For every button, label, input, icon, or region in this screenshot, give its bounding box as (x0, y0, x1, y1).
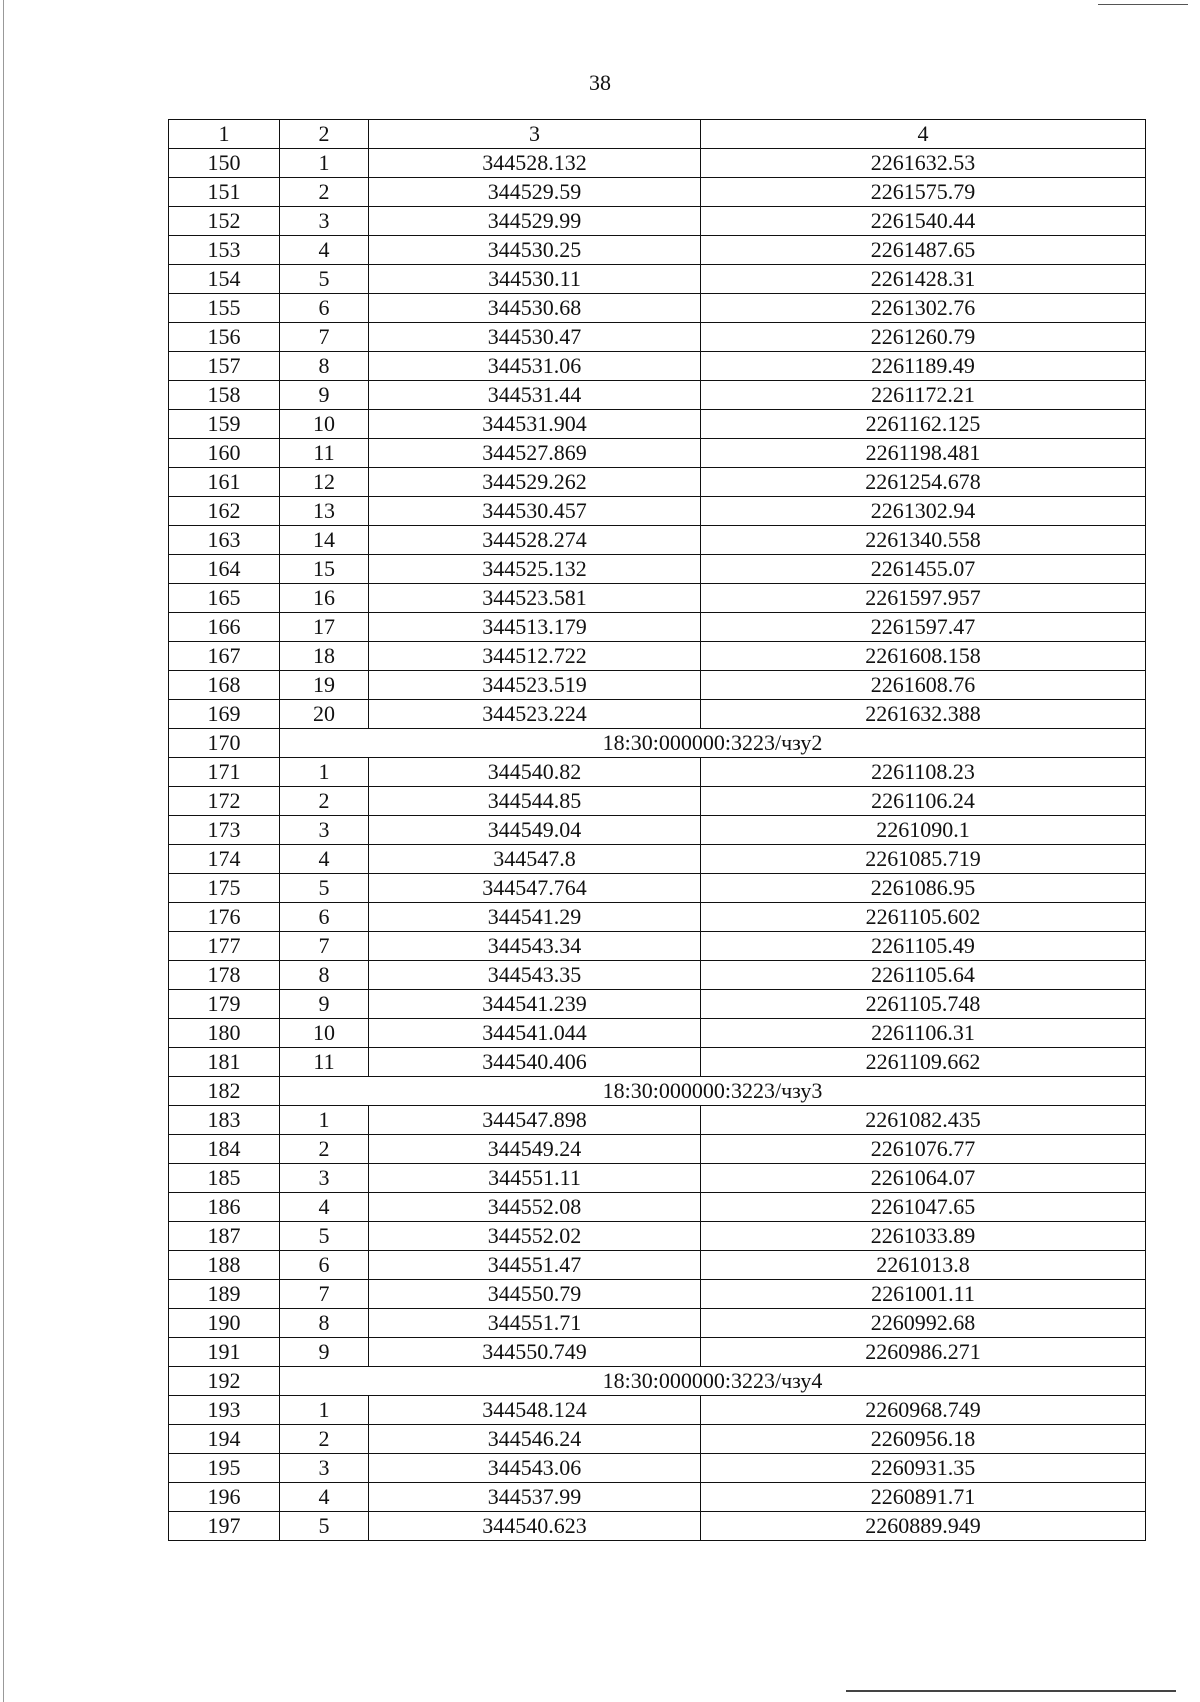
table-row (169, 1396, 1146, 1425)
y-coordinate-cell: 2261597.957 (701, 584, 1146, 613)
x-coordinate-cell: 344552.02 (369, 1222, 701, 1251)
x-coordinate-cell: 344540.82 (369, 758, 701, 787)
y-coordinate-cell: 2261340.558 (701, 526, 1146, 555)
point-number-cell: 2 (280, 787, 369, 816)
row-number-cell: 154 (169, 265, 280, 294)
point-number-cell: 5 (280, 1222, 369, 1251)
row-number-cell: 176 (169, 903, 280, 932)
point-number-cell: 9 (280, 1338, 369, 1367)
scan-mark-bottom (846, 1690, 1176, 1692)
x-coordinate-cell: 344551.47 (369, 1251, 701, 1280)
point-number-cell: 1 (280, 1106, 369, 1135)
table-row (169, 758, 1146, 787)
y-coordinate-cell: 2261105.64 (701, 961, 1146, 990)
y-coordinate-cell: 2260992.68 (701, 1309, 1146, 1338)
row-number-cell: 192 (169, 1367, 280, 1396)
table-row (169, 294, 1146, 323)
y-coordinate-cell: 2261162.125 (701, 410, 1146, 439)
x-coordinate-cell: 344549.24 (369, 1135, 701, 1164)
point-number-cell: 11 (280, 439, 369, 468)
table-row (169, 1251, 1146, 1280)
row-number-cell: 179 (169, 990, 280, 1019)
table-row (169, 1135, 1146, 1164)
row-number-cell: 183 (169, 1106, 280, 1135)
y-coordinate-cell: 2261105.748 (701, 990, 1146, 1019)
header-cell-1: 1 (169, 120, 280, 149)
point-number-cell: 3 (280, 1454, 369, 1483)
x-coordinate-cell: 344530.25 (369, 236, 701, 265)
y-coordinate-cell: 2261013.8 (701, 1251, 1146, 1280)
header-cell-3: 3 (369, 120, 701, 149)
y-coordinate-cell: 2261090.1 (701, 816, 1146, 845)
y-coordinate-cell: 2261105.49 (701, 932, 1146, 961)
table-row (169, 584, 1146, 613)
row-number-cell: 190 (169, 1309, 280, 1338)
point-number-cell: 8 (280, 1309, 369, 1338)
x-coordinate-cell: 344547.8 (369, 845, 701, 874)
x-coordinate-cell: 344547.764 (369, 874, 701, 903)
x-coordinate-cell: 344548.124 (369, 1396, 701, 1425)
table-row (169, 613, 1146, 642)
row-number-cell: 161 (169, 468, 280, 497)
page-number: 38 (589, 70, 611, 95)
table-row (169, 932, 1146, 961)
x-coordinate-cell: 344543.34 (369, 932, 701, 961)
point-number-cell: 8 (280, 352, 369, 381)
table-row (169, 497, 1146, 526)
x-coordinate-cell: 344543.06 (369, 1454, 701, 1483)
point-number-cell: 15 (280, 555, 369, 584)
point-number-cell: 5 (280, 874, 369, 903)
table-row (169, 439, 1146, 468)
table-row (169, 700, 1146, 729)
y-coordinate-cell: 2261575.79 (701, 178, 1146, 207)
point-number-cell: 1 (280, 1396, 369, 1425)
x-coordinate-cell: 344531.44 (369, 381, 701, 410)
y-coordinate-cell: 2260956.18 (701, 1425, 1146, 1454)
row-number-cell: 177 (169, 932, 280, 961)
y-coordinate-cell: 2261076.77 (701, 1135, 1146, 1164)
table-row (169, 816, 1146, 845)
x-coordinate-cell: 344550.79 (369, 1280, 701, 1309)
row-number-cell: 197 (169, 1512, 280, 1541)
point-number-cell: 20 (280, 700, 369, 729)
row-number-cell: 189 (169, 1280, 280, 1309)
point-number-cell: 11 (280, 1048, 369, 1077)
row-number-cell: 153 (169, 236, 280, 265)
point-number-cell: 9 (280, 990, 369, 1019)
row-number-cell: 196 (169, 1483, 280, 1512)
y-coordinate-cell: 2261540.44 (701, 207, 1146, 236)
x-coordinate-cell: 344528.132 (369, 149, 701, 178)
point-number-cell: 5 (280, 1512, 369, 1541)
point-number-cell: 10 (280, 410, 369, 439)
point-number-cell: 6 (280, 294, 369, 323)
row-number-cell: 195 (169, 1454, 280, 1483)
section-row (169, 729, 1146, 758)
x-coordinate-cell: 344546.24 (369, 1425, 701, 1454)
section-title-cell: 18:30:000000:3223/чзу2 (280, 729, 1146, 758)
y-coordinate-cell: 2261105.602 (701, 903, 1146, 932)
point-number-cell: 1 (280, 758, 369, 787)
y-coordinate-cell: 2261172.21 (701, 381, 1146, 410)
table-row (169, 1512, 1146, 1541)
row-number-cell: 156 (169, 323, 280, 352)
y-coordinate-cell: 2261001.11 (701, 1280, 1146, 1309)
row-number-cell: 169 (169, 700, 280, 729)
row-number-cell: 191 (169, 1338, 280, 1367)
row-number-cell: 163 (169, 526, 280, 555)
row-number-cell: 165 (169, 584, 280, 613)
point-number-cell: 4 (280, 1483, 369, 1512)
point-number-cell: 8 (280, 961, 369, 990)
table-row (169, 874, 1146, 903)
point-number-cell: 12 (280, 468, 369, 497)
row-number-cell: 164 (169, 555, 280, 584)
y-coordinate-cell: 2261608.76 (701, 671, 1146, 700)
row-number-cell: 158 (169, 381, 280, 410)
table-row (169, 1106, 1146, 1135)
row-number-cell: 174 (169, 845, 280, 874)
row-number-cell: 182 (169, 1077, 280, 1106)
table-row (169, 1425, 1146, 1454)
y-coordinate-cell: 2261260.79 (701, 323, 1146, 352)
point-number-cell: 16 (280, 584, 369, 613)
x-coordinate-cell: 344528.274 (369, 526, 701, 555)
row-number-cell: 187 (169, 1222, 280, 1251)
x-coordinate-cell: 344551.11 (369, 1164, 701, 1193)
y-coordinate-cell: 2261106.24 (701, 787, 1146, 816)
x-coordinate-cell: 344529.59 (369, 178, 701, 207)
y-coordinate-cell: 2261109.662 (701, 1048, 1146, 1077)
y-coordinate-cell: 2261597.47 (701, 613, 1146, 642)
y-coordinate-cell: 2260986.271 (701, 1338, 1146, 1367)
table-row (169, 671, 1146, 700)
table-row (169, 526, 1146, 555)
table-row (169, 1193, 1146, 1222)
table-row (169, 207, 1146, 236)
row-number-cell: 188 (169, 1251, 280, 1280)
table-row (169, 352, 1146, 381)
y-coordinate-cell: 2261108.23 (701, 758, 1146, 787)
x-coordinate-cell: 344531.904 (369, 410, 701, 439)
x-coordinate-cell: 344543.35 (369, 961, 701, 990)
y-coordinate-cell: 2260968.749 (701, 1396, 1146, 1425)
row-number-cell: 168 (169, 671, 280, 700)
row-number-cell: 162 (169, 497, 280, 526)
x-coordinate-cell: 344531.06 (369, 352, 701, 381)
y-coordinate-cell: 2261632.53 (701, 149, 1146, 178)
row-number-cell: 172 (169, 787, 280, 816)
point-number-cell: 19 (280, 671, 369, 700)
y-coordinate-cell: 2261455.07 (701, 555, 1146, 584)
table-row (169, 1338, 1146, 1367)
table-row (169, 381, 1146, 410)
point-number-cell: 3 (280, 1164, 369, 1193)
row-number-cell: 171 (169, 758, 280, 787)
x-coordinate-cell: 344544.85 (369, 787, 701, 816)
point-number-cell: 7 (280, 1280, 369, 1309)
row-number-cell: 180 (169, 1019, 280, 1048)
table-row (169, 149, 1146, 178)
y-coordinate-cell: 2261085.719 (701, 845, 1146, 874)
row-number-cell: 175 (169, 874, 280, 903)
x-coordinate-cell: 344547.898 (369, 1106, 701, 1135)
y-coordinate-cell: 2261198.481 (701, 439, 1146, 468)
section-title-cell: 18:30:000000:3223/чзу4 (280, 1367, 1146, 1396)
point-number-cell: 5 (280, 265, 369, 294)
point-number-cell: 18 (280, 642, 369, 671)
x-coordinate-cell: 344512.722 (369, 642, 701, 671)
y-coordinate-cell: 2261428.31 (701, 265, 1146, 294)
y-coordinate-cell: 2260891.71 (701, 1483, 1146, 1512)
point-number-cell: 2 (280, 1425, 369, 1454)
table-row (169, 410, 1146, 439)
point-number-cell: 4 (280, 1193, 369, 1222)
table-row (169, 1222, 1146, 1251)
x-coordinate-cell: 344541.044 (369, 1019, 701, 1048)
x-coordinate-cell: 344537.99 (369, 1483, 701, 1512)
x-coordinate-cell: 344552.08 (369, 1193, 701, 1222)
row-number-cell: 181 (169, 1048, 280, 1077)
table-row (169, 1164, 1146, 1193)
row-number-cell: 186 (169, 1193, 280, 1222)
point-number-cell: 3 (280, 207, 369, 236)
point-number-cell: 13 (280, 497, 369, 526)
y-coordinate-cell: 2260889.949 (701, 1512, 1146, 1541)
x-coordinate-cell: 344530.11 (369, 265, 701, 294)
table-row (169, 265, 1146, 294)
x-coordinate-cell: 344530.457 (369, 497, 701, 526)
table-row (169, 903, 1146, 932)
table-header-row (169, 120, 1146, 149)
y-coordinate-cell: 2261487.65 (701, 236, 1146, 265)
row-number-cell: 157 (169, 352, 280, 381)
y-coordinate-cell: 2261302.94 (701, 497, 1146, 526)
point-number-cell: 7 (280, 323, 369, 352)
point-number-cell: 1 (280, 149, 369, 178)
table-row (169, 468, 1146, 497)
table-row (169, 642, 1146, 671)
x-coordinate-cell: 344523.581 (369, 584, 701, 613)
y-coordinate-cell: 2261302.76 (701, 294, 1146, 323)
x-coordinate-cell: 344540.406 (369, 1048, 701, 1077)
point-number-cell: 6 (280, 1251, 369, 1280)
y-coordinate-cell: 2261033.89 (701, 1222, 1146, 1251)
table-row (169, 845, 1146, 874)
row-number-cell: 178 (169, 961, 280, 990)
x-coordinate-cell: 344525.132 (369, 555, 701, 584)
row-number-cell: 193 (169, 1396, 280, 1425)
x-coordinate-cell: 344550.749 (369, 1338, 701, 1367)
point-number-cell: 14 (280, 526, 369, 555)
point-number-cell: 6 (280, 903, 369, 932)
y-coordinate-cell: 2261082.435 (701, 1106, 1146, 1135)
row-number-cell: 150 (169, 149, 280, 178)
y-coordinate-cell: 2261632.388 (701, 700, 1146, 729)
x-coordinate-cell: 344541.239 (369, 990, 701, 1019)
y-coordinate-cell: 2261189.49 (701, 352, 1146, 381)
row-number-cell: 166 (169, 613, 280, 642)
section-title-cell: 18:30:000000:3223/чзу3 (280, 1077, 1146, 1106)
table-row (169, 1019, 1146, 1048)
row-number-cell: 194 (169, 1425, 280, 1454)
coordinates-table (168, 119, 1146, 1541)
section-row (169, 1367, 1146, 1396)
point-number-cell: 10 (280, 1019, 369, 1048)
point-number-cell: 7 (280, 932, 369, 961)
table-row (169, 1280, 1146, 1309)
table-row (169, 178, 1146, 207)
point-number-cell: 17 (280, 613, 369, 642)
x-coordinate-cell: 344530.68 (369, 294, 701, 323)
row-number-cell: 159 (169, 410, 280, 439)
row-number-cell: 152 (169, 207, 280, 236)
scan-mark-top (1098, 4, 1188, 5)
header-cell-2: 2 (280, 120, 369, 149)
y-coordinate-cell: 2261047.65 (701, 1193, 1146, 1222)
x-coordinate-cell: 344529.262 (369, 468, 701, 497)
x-coordinate-cell: 344527.869 (369, 439, 701, 468)
row-number-cell: 185 (169, 1164, 280, 1193)
row-number-cell: 151 (169, 178, 280, 207)
row-number-cell: 167 (169, 642, 280, 671)
y-coordinate-cell: 2261106.31 (701, 1019, 1146, 1048)
table-row (169, 1309, 1146, 1338)
x-coordinate-cell: 344541.29 (369, 903, 701, 932)
x-coordinate-cell: 344551.71 (369, 1309, 701, 1338)
y-coordinate-cell: 2261254.678 (701, 468, 1146, 497)
point-number-cell: 2 (280, 178, 369, 207)
table-row (169, 1048, 1146, 1077)
table-row (169, 1454, 1146, 1483)
coordinates-table-body (169, 120, 1146, 1541)
x-coordinate-cell: 344523.224 (369, 700, 701, 729)
section-row (169, 1077, 1146, 1106)
point-number-cell: 4 (280, 845, 369, 874)
table-row (169, 1483, 1146, 1512)
table-row (169, 236, 1146, 265)
header-cell-4: 4 (701, 120, 1146, 149)
x-coordinate-cell: 344530.47 (369, 323, 701, 352)
x-coordinate-cell: 344523.519 (369, 671, 701, 700)
x-coordinate-cell: 344540.623 (369, 1512, 701, 1541)
y-coordinate-cell: 2261086.95 (701, 874, 1146, 903)
y-coordinate-cell: 2261608.158 (701, 642, 1146, 671)
table-row (169, 787, 1146, 816)
table-row (169, 961, 1146, 990)
point-number-cell: 2 (280, 1135, 369, 1164)
row-number-cell: 173 (169, 816, 280, 845)
table-row (169, 555, 1146, 584)
row-number-cell: 184 (169, 1135, 280, 1164)
y-coordinate-cell: 2261064.07 (701, 1164, 1146, 1193)
scan-edge-left (3, 0, 4, 1702)
x-coordinate-cell: 344513.179 (369, 613, 701, 642)
y-coordinate-cell: 2260931.35 (701, 1454, 1146, 1483)
point-number-cell: 3 (280, 816, 369, 845)
row-number-cell: 155 (169, 294, 280, 323)
table-row (169, 323, 1146, 352)
point-number-cell: 4 (280, 236, 369, 265)
x-coordinate-cell: 344529.99 (369, 207, 701, 236)
row-number-cell: 160 (169, 439, 280, 468)
point-number-cell: 9 (280, 381, 369, 410)
table-row (169, 990, 1146, 1019)
x-coordinate-cell: 344549.04 (369, 816, 701, 845)
row-number-cell: 170 (169, 729, 280, 758)
